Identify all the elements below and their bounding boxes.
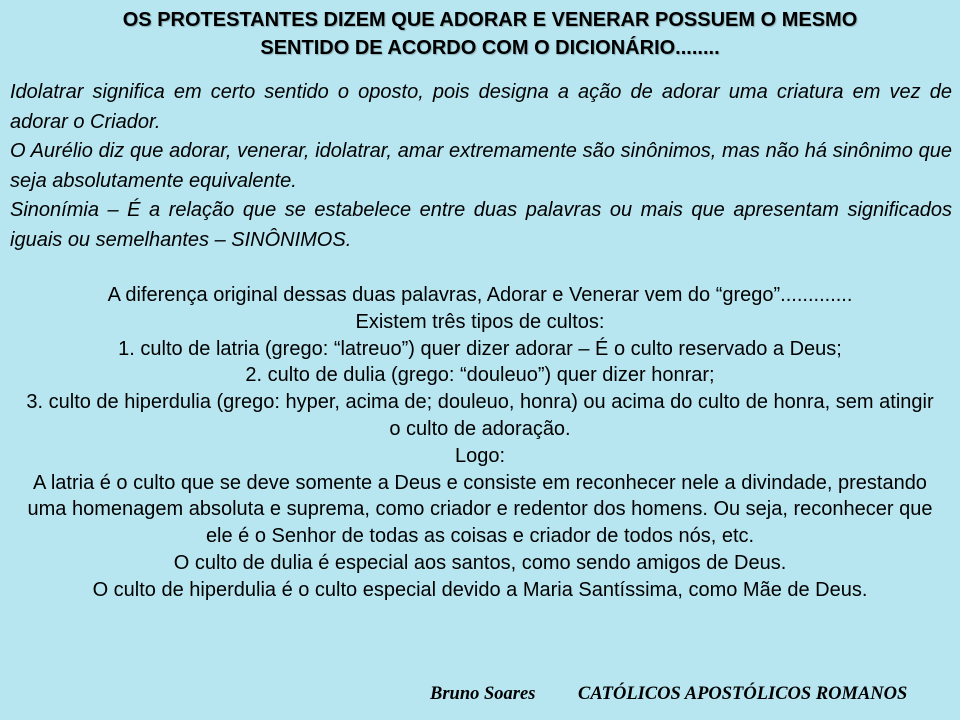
footer-author: Bruno Soares <box>430 684 536 704</box>
slide-title <box>40 6 940 62</box>
definition-aurelio: O Aurélio diz que adorar, venerar, idolatrar, amar extremamente são sinônimos, mas não há sinônimo que seja absolutamente equivalente. <box>10 140 952 192</box>
cult-type-dulia: 2. culto de dulia (grego: “douleuo”) quer dizer honrar; <box>245 364 715 387</box>
logo-heading: Logo: <box>454 444 506 467</box>
cult-types-section <box>20 282 940 604</box>
definition-sinonimia: Sinonímia – É a relação que se estabelece entre duas palavras ou mais que apresentam significados iguais ou semelhantes – SINÔNIMOS. <box>10 199 952 251</box>
footer <box>430 684 950 705</box>
slide-title-line2: SENTIDO DE ACORDO COM O DICIONÁRIO........ <box>260 37 720 59</box>
definition-idolatrar: Idolatrar significa em certo sentido o oposto, pois designa a ação de adorar uma criatura em vez de adorar o Criador. <box>10 81 952 133</box>
cult-type-latria: 1. culto de latria (grego: “latreuo”) quer dizer adorar – É o culto reservado a Deus; <box>118 337 842 360</box>
latria-explanation: A latria é o culto que se deve somente a Deus e consiste em reconhecer nele a divindade, prestando uma homenagem absoluta e suprema, como criador e redentor dos homens. Ou seja, reconhecer que ele é o Senhor de todas as coisas e criador de todos nós, etc. <box>27 471 933 548</box>
cult-type-hiperdulia: 3. culto de hiperdulia (grego: hyper, acima de; douleuo, honra) ou acima do culto de honra, sem atingir o culto de adoração. <box>26 391 934 440</box>
slide-title-line1: OS PROTESTANTES DIZEM QUE ADORAR E VENERAR POSSUEM O MESMO <box>122 9 858 31</box>
hiperdulia-explanation: O culto de hiperdulia é o culto especial devido a Maria Santíssima, como Mãe de Deus. <box>92 578 868 601</box>
types-heading: Existem três tipos de cultos: <box>355 310 605 333</box>
footer-group: CATÓLICOS APOSTÓLICOS ROMANOS <box>578 684 908 704</box>
dulia-explanation: O culto de dulia é especial aos santos, como sendo amigos de Deus. <box>173 551 787 574</box>
intro-text: A diferença original dessas duas palavras, Adorar e Venerar vem do “grego”............. <box>107 284 853 306</box>
definitions-section <box>10 78 952 255</box>
